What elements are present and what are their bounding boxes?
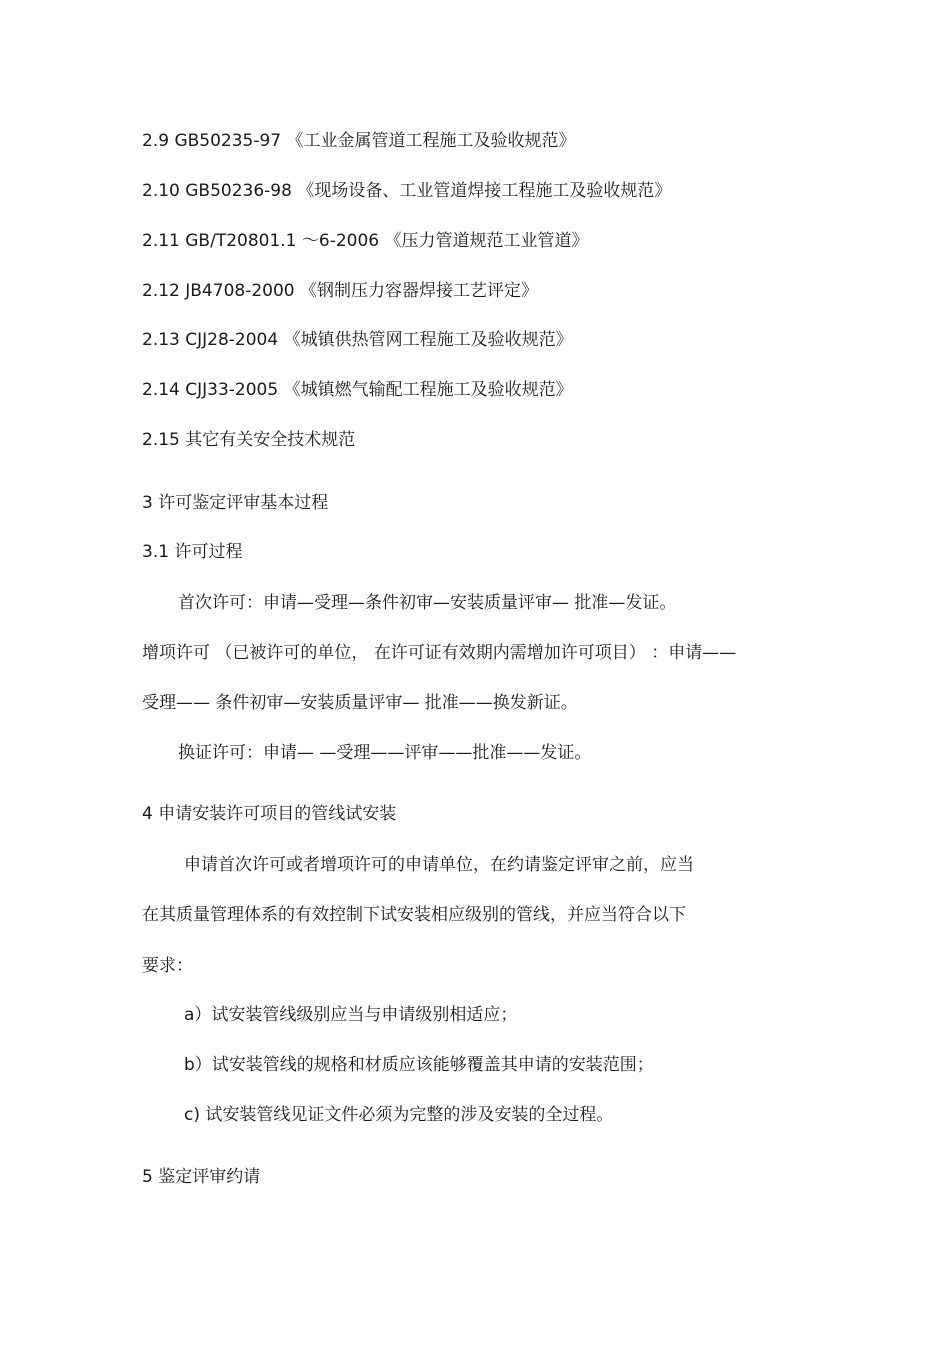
section-4-heading: 4 申请安装许可项目的管线试安装 [142, 804, 397, 824]
section-4-paragraph-line2: 在其质量管理体系的有效控制下试安装相应级别的管线，并应当符合以下 [142, 905, 686, 925]
standard-item-2-15: 2.15 其它有关安全技术规范 [142, 430, 356, 450]
standard-item-2-13: 2.13 CJJ28-2004 《城镇供热管网工程施工及验收规范》 [142, 330, 573, 350]
requirement-item-a: a）试安装管线级别应当与申请级别相适应； [184, 1005, 518, 1025]
requirement-item-b: b）试安装管线的规格和材质应该能够覆盖其申请的安装范围； [184, 1055, 654, 1075]
add-permit-text-line1: 增项许可 （已被许可的单位， 在许可证有效期内需增加许可项目） ：申请—— [142, 643, 737, 663]
section-5-heading: 5 鉴定评审约请 [142, 1167, 261, 1187]
section-3-heading: 3 许可鉴定评审基本过程 [142, 493, 329, 513]
standard-item-2-10: 2.10 GB50236-98 《现场设备、工业管道焊接工程施工及验收规范》 [142, 181, 672, 201]
standard-item-2-14: 2.14 CJJ33-2005 《城镇燃气输配工程施工及验收规范》 [142, 380, 573, 400]
add-permit-text-line2: 受理—— 条件初审—安装质量评审— 批准——换发新证。 [142, 693, 578, 713]
standard-item-2-11: 2.11 GB/T20801.1 ～6-2006 《压力管道规范工业管道》 [142, 231, 589, 251]
section-4-paragraph-line1: 申请首次许可或者增项许可的申请单位，在约请鉴定评审之前，应当 [184, 855, 694, 875]
requirement-item-c: c) 试安装管线见证文件必须为完整的涉及安装的全过程。 [184, 1105, 614, 1125]
section-3-1-heading: 3.1 许可过程 [142, 542, 243, 562]
renew-permit-text: 换证许可：申请— —受理——评审——批准——发证。 [178, 743, 592, 763]
first-permit-text: 首次许可：申请—受理—条件初审—安装质量评审— 批准—发证。 [178, 593, 677, 613]
standard-item-2-12: 2.12 JB4708-2000 《钢制压力容器焊接工艺评定》 [142, 281, 538, 301]
section-4-paragraph-line3: 要求： [142, 956, 193, 976]
standard-item-2-9: 2.9 GB50235-97 《工业金属管道工程施工及验收规范》 [142, 131, 576, 151]
